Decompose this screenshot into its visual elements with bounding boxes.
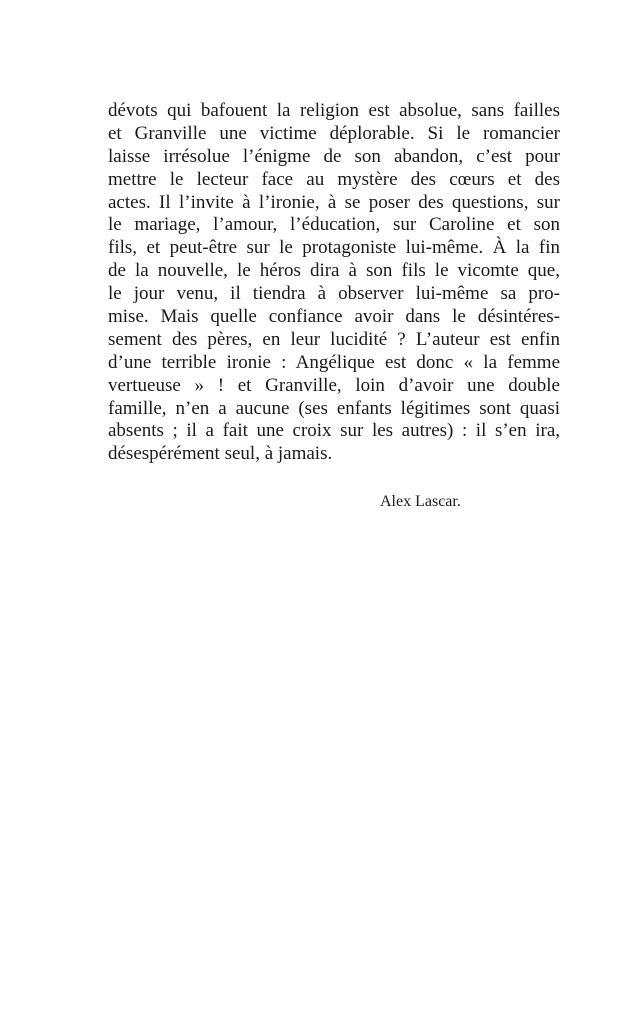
body-paragraph <box>108 100 560 466</box>
text-line: sement des pères, en leur lucidité ? L’auteur est enfin <box>108 328 560 350</box>
text-line: et Granville une victime déplorable. Si le romancier <box>108 122 560 144</box>
text-line: le mariage, l’amour, l’éducation, sur Caroline et son <box>108 214 560 236</box>
text-line: d’une terrible ironie : Angélique est donc « la femme <box>108 351 560 373</box>
text-line: famille, n’en a aucune (ses enfants légitimes sont quasi <box>108 397 560 419</box>
text-line: désespérément seul, à jamais. <box>108 443 333 465</box>
text-line: de la nouvelle, le héros dira à son fils le vicomte que, <box>108 260 560 282</box>
text-line: mise. Mais quelle confiance avoir dans le désintéres- <box>108 306 560 328</box>
text-line: mettre le lecteur face au mystère des cœurs et des <box>108 168 560 190</box>
text-line: fils, et peut-être sur le protagoniste lui-même. À la fin <box>108 237 560 259</box>
text-line: absents ; il a fait une croix sur les autres) : il s’en ira, <box>108 420 560 442</box>
author-signature: Alex Lascar. <box>380 493 461 510</box>
text-line: laisse irrésolue l’énigme de son abandon, c’est pour <box>108 145 560 167</box>
text-line: vertueuse » ! et Granville, loin d’avoir une double <box>108 374 560 396</box>
text-line: le jour venu, il tiendra à observer lui-même sa pro- <box>108 283 560 305</box>
text-line: actes. Il l’invite à l’ironie, à se poser des questions, sur <box>108 191 560 213</box>
text-line: dévots qui bafouent la religion est absolue, sans failles <box>108 100 560 121</box>
